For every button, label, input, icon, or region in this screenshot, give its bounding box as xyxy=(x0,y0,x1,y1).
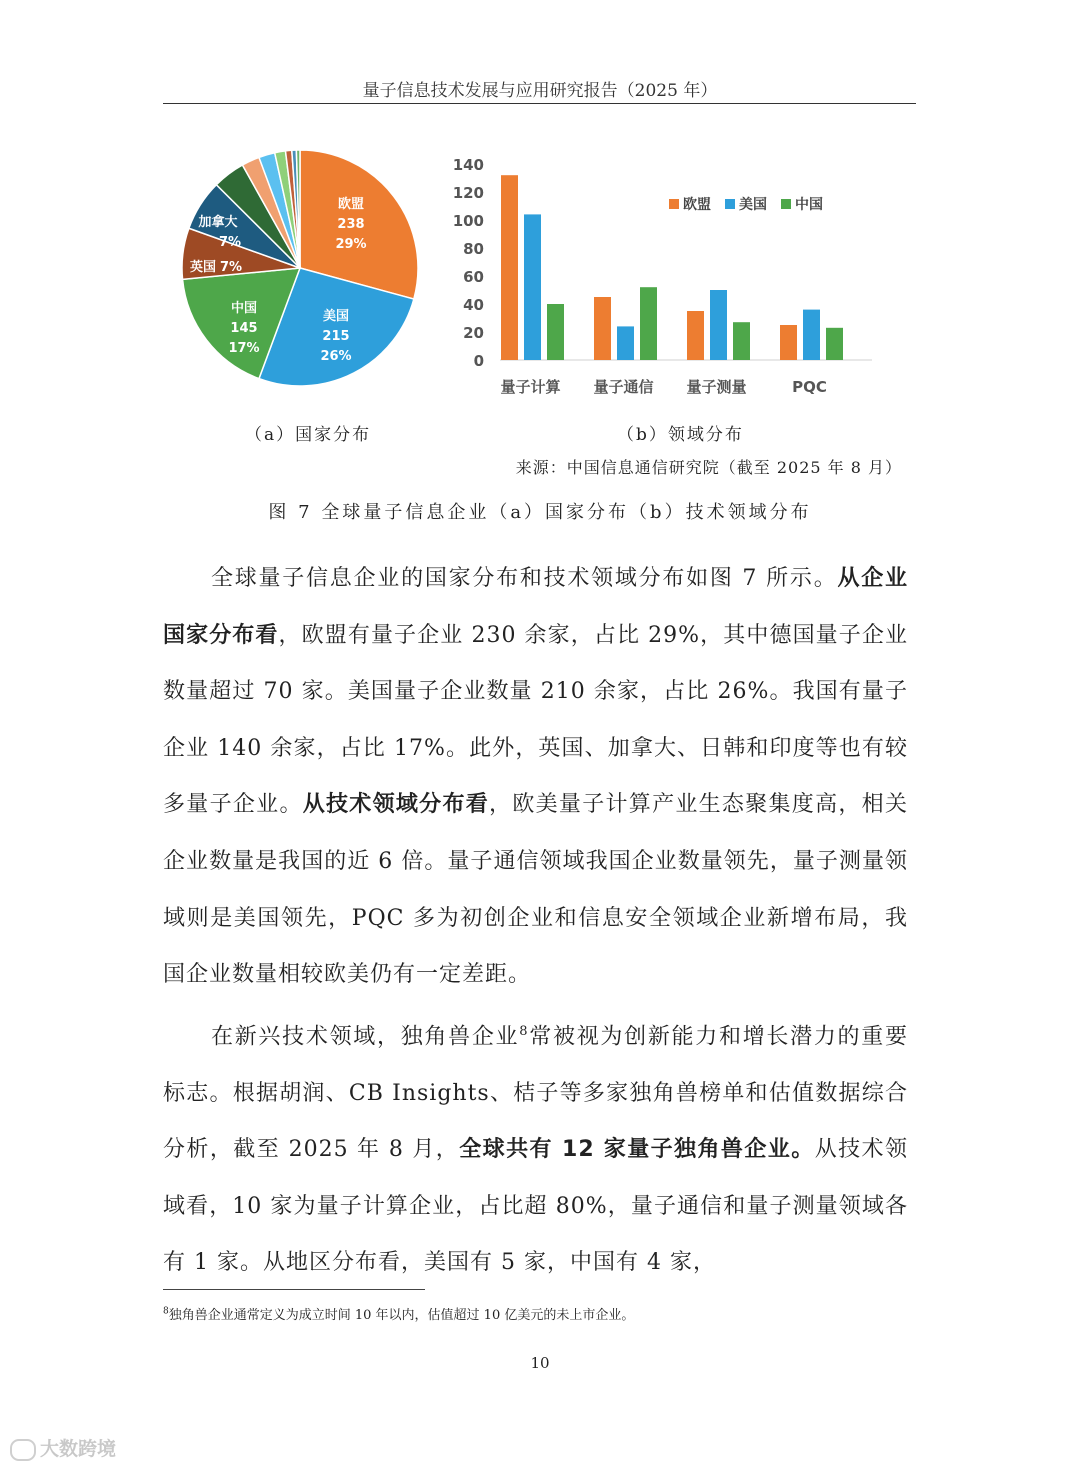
bold-text: 全球共有 12 家量子独角兽企业。 xyxy=(459,1137,815,1163)
paragraph xyxy=(163,1004,908,1292)
bar xyxy=(826,328,843,360)
pie-label-us-pct: 26% xyxy=(320,349,352,364)
watermark-icon xyxy=(10,1439,36,1461)
pie-label-ca-name: 加拿大 xyxy=(198,215,238,230)
y-tick-label: 40 xyxy=(463,296,484,314)
text-run: 在新兴技术领域，独角兽企业 xyxy=(211,1024,520,1050)
pie-label-uk-name: 英国 xyxy=(189,260,216,275)
bar-chart xyxy=(440,150,880,410)
legend-label: 欧盟 xyxy=(683,197,711,213)
legend-swatch xyxy=(669,199,679,209)
text-run: 从技术领域看，10 家为量子计算企业，占比超 80%，量子通信和量子测量领域各有 1 家。从地区分布看，美国有 5 家，中国有 4 家， xyxy=(163,1137,908,1276)
pie-label-us-name: 美国 xyxy=(322,309,350,324)
figure-caption: 图 7 全球量子信息企业（a）国家分布（b）技术领域分布 xyxy=(268,502,812,523)
footnote-text: 独角兽企业通常定义为成立时间 10 年以内，估值超过 10 亿美元的未上市企业。 xyxy=(168,1308,635,1323)
y-tick-label: 80 xyxy=(463,240,484,258)
y-tick-label: 0 xyxy=(473,352,484,370)
bar xyxy=(547,304,564,360)
y-tick-label: 120 xyxy=(452,184,484,202)
bar xyxy=(594,297,611,360)
x-tick-label: 量子计算 xyxy=(500,378,561,396)
footnote xyxy=(163,1304,634,1323)
x-tick-label: 量子通信 xyxy=(593,378,654,396)
y-tick-label: 100 xyxy=(452,212,484,230)
pie-label-us-value: 215 xyxy=(322,329,350,344)
pie-label-eu-name: 欧盟 xyxy=(337,197,365,212)
bar-chart-caption: （b）领域分布 xyxy=(617,425,744,445)
y-tick-label: 20 xyxy=(463,324,484,342)
footnote-rule xyxy=(163,1289,425,1290)
pie-label-cn-value: 145 xyxy=(230,321,258,336)
legend-label: 中国 xyxy=(795,197,823,213)
bar xyxy=(524,214,541,360)
bar xyxy=(640,287,657,360)
legend-swatch xyxy=(781,199,791,209)
pie-label-ca-pct: 7% xyxy=(218,235,242,250)
bar xyxy=(501,175,518,360)
pie-chart-caption: （a）国家分布 xyxy=(245,425,372,445)
footnote-ref: 8 xyxy=(519,1023,529,1039)
bar xyxy=(710,290,727,360)
watermark-logo xyxy=(10,1434,116,1461)
body-text xyxy=(163,551,908,1292)
page-number: 10 xyxy=(530,1354,550,1372)
bold-text: 从技术领域分布看 xyxy=(302,792,490,818)
legend-swatch xyxy=(725,199,735,209)
paragraph xyxy=(163,551,908,1004)
text-run: ，欧盟有量子企业 230 余家，占比 29%，其中德国量子企业数量超过 70 家。美国量子企业数量 210 余家，占比 26%。我国有量子企业 140 余家，占比 17%。此外，英国、加拿大、日韩和印度等也有较多量子企业。 xyxy=(163,622,908,818)
bar xyxy=(733,322,750,360)
legend-label: 美国 xyxy=(739,197,767,213)
y-tick-label: 140 xyxy=(452,156,484,174)
text-run: ，欧美量子计算产业生态聚集度高，相关企业数量是我国的近 6 倍。量子通信领域我国企业数量领先，量子测量领域则是美国领先，PQC 多为初创企业和信息安全领域企业新增布局，我国企业数量相较欧美仍有一定差距。 xyxy=(163,792,908,988)
bold-text: 从企业国家分布看 xyxy=(163,566,908,648)
pie-label-cn-pct: 17% xyxy=(228,341,260,356)
footnote-mark: 8 xyxy=(163,1306,169,1317)
text-run: 常被视为创新能力和增长潜力的重要标志。根据胡润、CB Insights、桔子等多家独角兽榜单和估值数据综合分析，截至 2025 年 8 月， xyxy=(163,1024,908,1163)
x-tick-label: PQC xyxy=(792,378,827,396)
page-header-title: 量子信息技术发展与应用研究报告（2025 年） xyxy=(362,81,718,101)
pie-label-uk-pct: 7% xyxy=(219,260,243,275)
watermark-logo-text: 大数跨境 xyxy=(40,1438,117,1460)
text-run: 全球量子信息企业的国家分布和技术领域分布如图 7 所示。 xyxy=(211,566,838,591)
pie-label-eu-value: 238 xyxy=(337,217,365,232)
pie-label-cn-name: 中国 xyxy=(230,301,258,316)
bar xyxy=(803,310,820,360)
source-note: 来源：中国信息通信研究院（截至 2025 年 8 月） xyxy=(515,458,902,477)
pie-chart xyxy=(180,148,430,398)
y-tick-label: 60 xyxy=(463,268,484,286)
bar xyxy=(687,311,704,360)
x-tick-label: 量子测量 xyxy=(686,378,747,396)
pie-label-eu-pct: 29% xyxy=(335,237,367,252)
bar xyxy=(780,325,797,360)
bar xyxy=(617,326,634,360)
header-rule xyxy=(163,103,916,104)
